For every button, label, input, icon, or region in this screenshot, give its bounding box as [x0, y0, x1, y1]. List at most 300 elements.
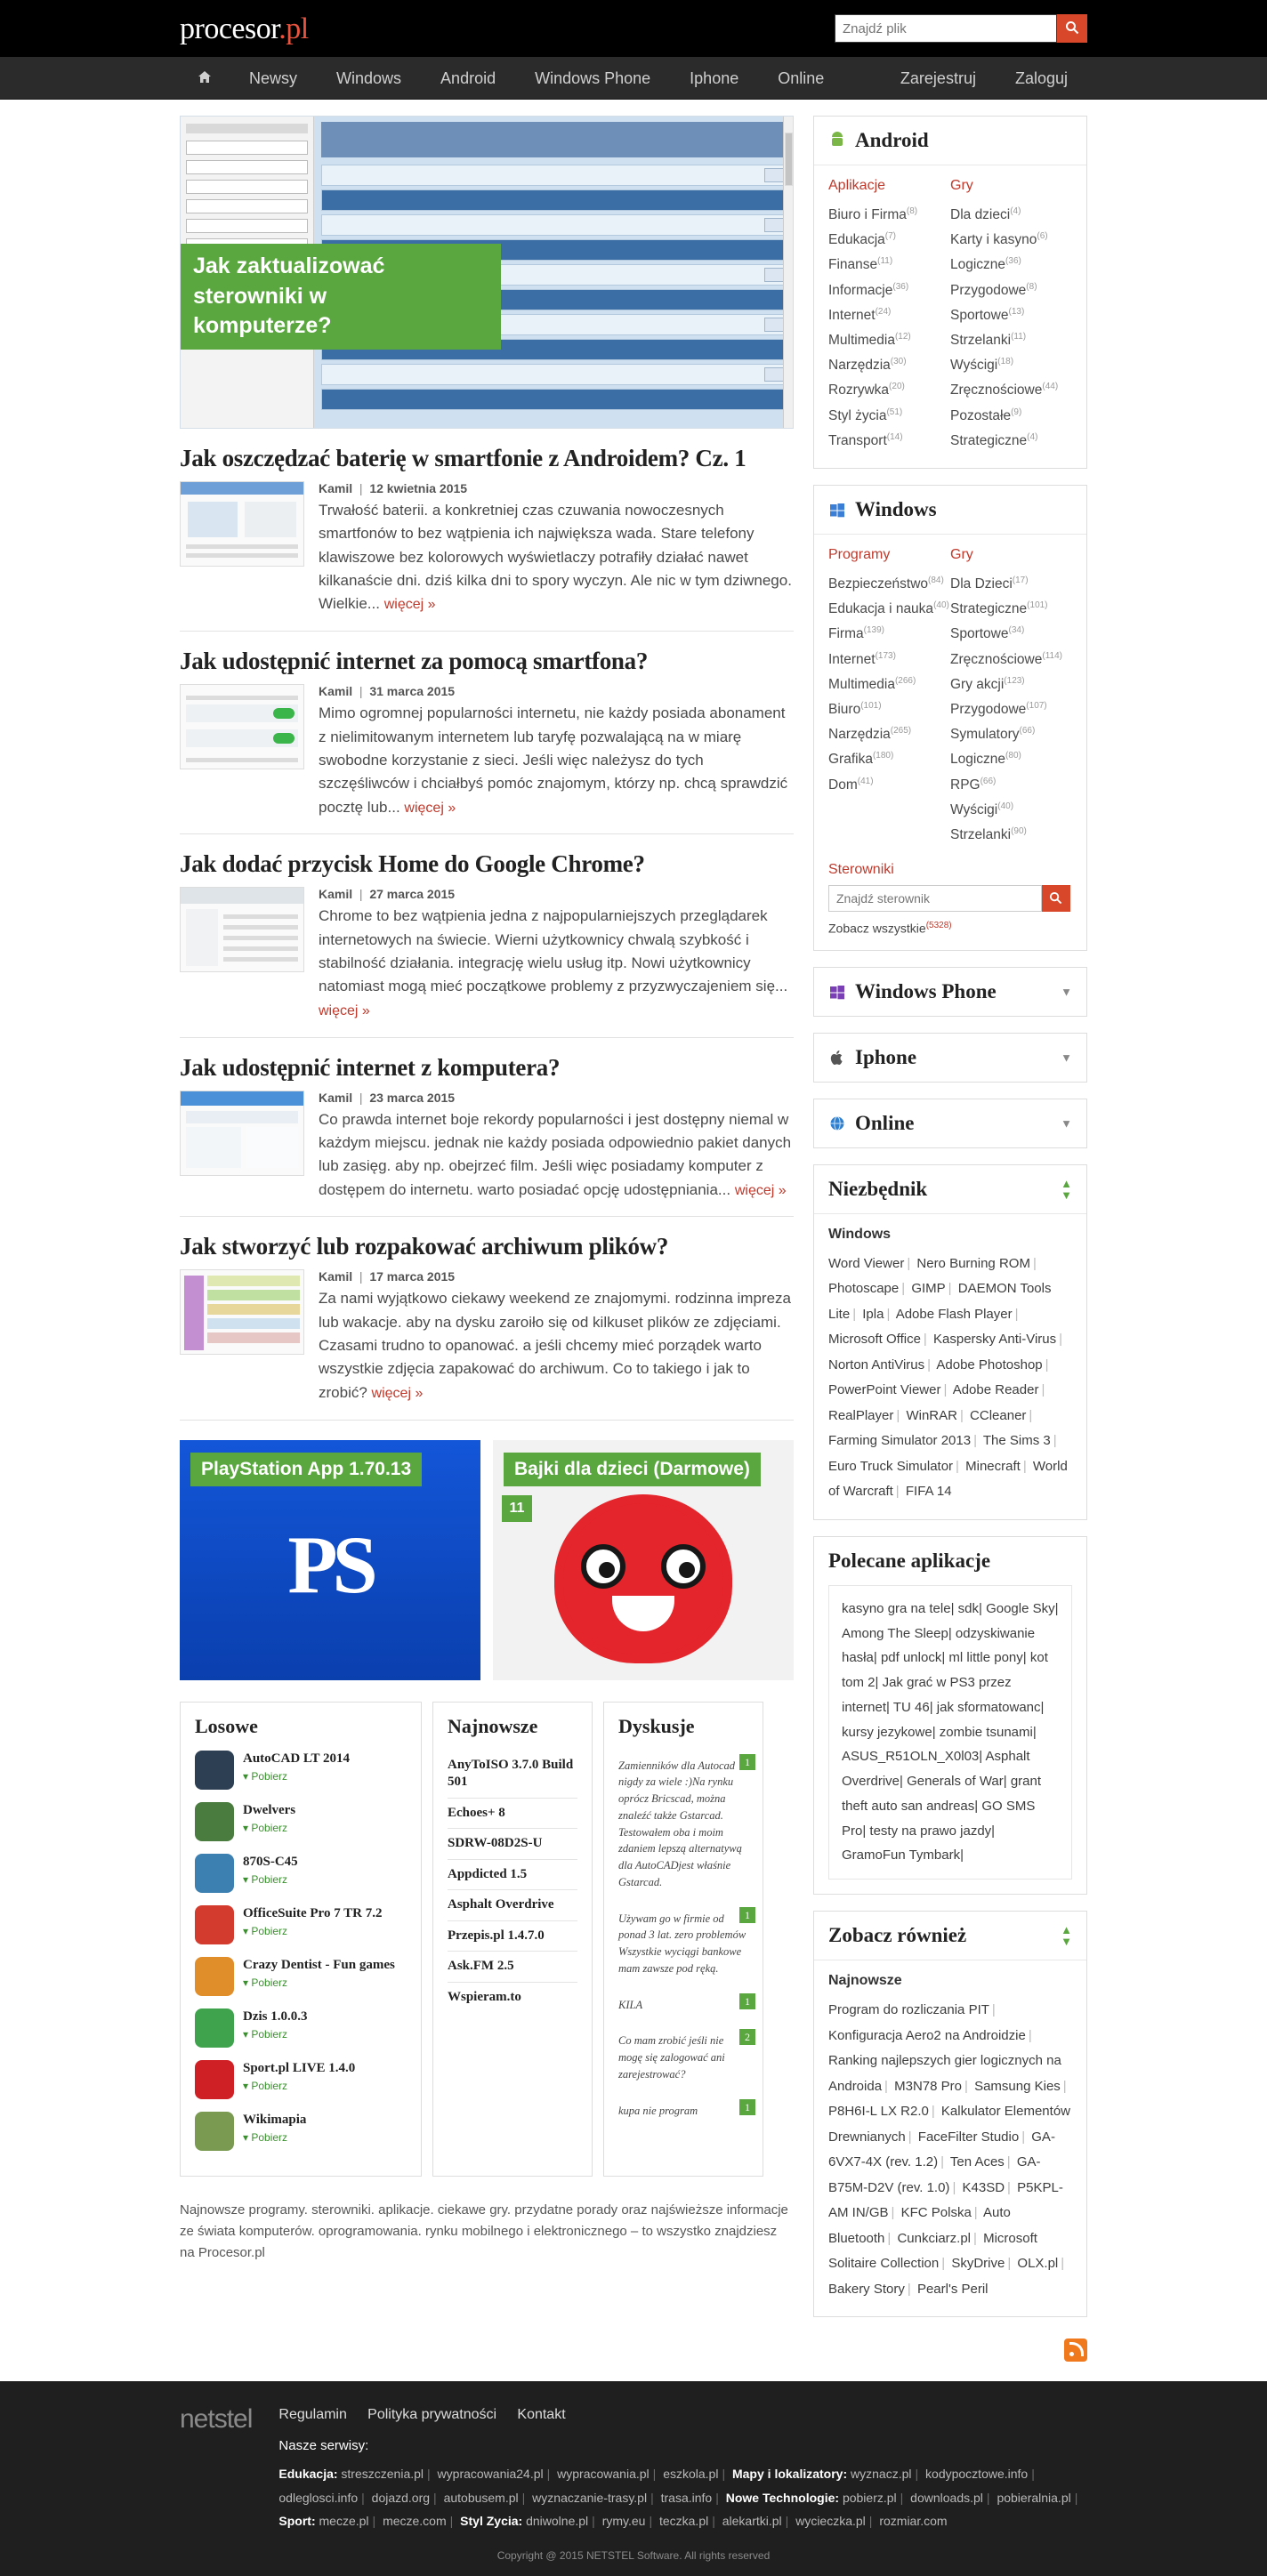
nav-login[interactable]: Zaloguj	[1014, 69, 1068, 87]
category-link[interactable]: Firma$^{(139)}$	[828, 625, 884, 642]
service-link[interactable]: mecze.com	[383, 2514, 447, 2529]
article-excerpt	[319, 499, 794, 616]
category-link[interactable]: Narzędzia$^{(265)}$	[828, 726, 912, 743]
link-item[interactable]: Norton AntiVirus	[828, 1356, 925, 1373]
download-link[interactable]: ▾ Pobierz	[243, 1976, 288, 1990]
category-link[interactable]: Dla dzieci$^{(4)}$	[950, 205, 1021, 222]
sidebar-box-polecane	[813, 1536, 1087, 1895]
article-title[interactable]: Jak dodać przycisk Home do Google Chrome?	[180, 850, 645, 878]
site-description: Najnowsze programy. sterowniki. aplikacje. ciekawe gry. przydatne porady oraz najświeższe informacje ze świata komputerów. oprogramowania. rynku mobilnego i elektronicznego – to wszystko znajdziesz na Procesor.pl	[180, 2202, 788, 2260]
list-item[interactable]: Ask.FM 2.5	[448, 1952, 577, 1983]
tag-item[interactable]: zombie tsunami	[939, 1724, 1033, 1740]
service-link[interactable]: mecze.pl	[319, 2514, 369, 2529]
windows-games-column	[950, 547, 1072, 848]
link-item[interactable]: Euro Truck Simulator	[828, 1458, 954, 1474]
service-link[interactable]: dniwolne.pl	[526, 2514, 589, 2529]
footer-service-group: Sport: mecze.pl | mecze.com | Styl Zycia: dniwolne.pl | rymy.eu | teczka.pl | alekartki.pl | wycieczka.pl | rozmiar.com	[278, 2514, 948, 2529]
monster-mascot-icon	[563, 1503, 723, 1654]
category-link[interactable]: Karty i kasyno$^{(6)}$	[950, 231, 1048, 248]
category-link[interactable]: Internet$^{(24)}$	[828, 306, 892, 323]
link-item[interactable]: CCleaner	[970, 1407, 1027, 1423]
hero-caption	[181, 244, 501, 350]
tag-item[interactable]: kursy jezykowe	[842, 1724, 932, 1740]
category-link[interactable]: Bezpieczeństwo$^{(84)}$	[828, 575, 944, 592]
category-link[interactable]: Symulatory$^{(66)}$	[950, 726, 1036, 743]
category-link[interactable]: Informacje$^{(36)}$	[828, 281, 909, 298]
category-link[interactable]: Dom$^{(41)}$	[828, 776, 874, 793]
tag-item[interactable]: sdk	[957, 1600, 979, 1616]
main-column	[180, 116, 794, 2333]
link-item[interactable]: Kaspersky Anti-Virus	[933, 1332, 1057, 1348]
footer-link-polityka[interactable]: Polityka prywatności	[367, 2407, 497, 2423]
list-item[interactable]	[195, 1854, 407, 1893]
discussion-text: Co mam zrobić jeśli nie mogę się zalogować ani zarejestrować?	[618, 2034, 725, 2081]
article-thumbnail[interactable]	[180, 1091, 304, 1176]
service-link[interactable]: autobusem.pl	[443, 2490, 519, 2505]
service-link[interactable]: alekartki.pl	[722, 2514, 782, 2529]
link-item[interactable]: GA-B75M-D2V (rev. 1.0)	[828, 2154, 1041, 2195]
footer-service-group: odleglosci.info | dojazd.org | autobusem.pl | wyznaczanie-trasy.pl | trasa.info | Nowe Technologie: pobierz.pl | downloads.pl | pobieralnia.pl |	[278, 2490, 1078, 2505]
article-excerpt-text: Chrome to bez wątpienia jedna z najpopularniejszych przeglądarek internetowych na świecie. Wierni użytkownicy chwalą szybkość i stabilność działania. integrację wielu usług itp. Nowi użytkownicy natomiast mogą mieć początkowe problemy z przyzwyczajeniem się...	[319, 907, 788, 995]
tag-item[interactable]: Jak grać w PS3 przez internet	[842, 1675, 1012, 1715]
category-link[interactable]: Internet$^{(173)}$	[828, 650, 896, 667]
article-author: Kamil	[319, 887, 353, 902]
tag-item[interactable]: GO SMS Pro	[842, 1798, 1036, 1839]
rss-row	[180, 2339, 1087, 2372]
tag-item[interactable]: Among The Sleep	[842, 1625, 948, 1641]
service-link[interactable]: eszkola.pl	[663, 2467, 719, 2482]
category-link[interactable]: Edukacja$^{(7)}$	[828, 231, 896, 248]
link-item[interactable]: RealPlayer	[828, 1407, 894, 1423]
article-thumbnail[interactable]	[180, 684, 304, 769]
column-title: Programy	[828, 547, 891, 563]
promo-playstation[interactable]	[180, 1440, 480, 1680]
article-excerpt	[319, 1108, 794, 1203]
link-item[interactable]: Microsoft Solitaire Collection	[828, 2230, 1037, 2272]
list-item[interactable]: Asphalt Overdrive	[448, 1890, 577, 1921]
tag-item[interactable]: pdf unlock	[880, 1650, 942, 1666]
chevron-down-icon[interactable]: ▼	[1061, 1116, 1072, 1131]
link-item[interactable]: Konfiguracja Aero2 na Androidzie	[828, 2027, 1026, 2043]
category-link[interactable]: Strzelanki$^{(90)}$	[950, 825, 1027, 843]
android-icon	[828, 132, 846, 149]
tag-item[interactable]: Generals of War	[907, 1774, 1004, 1790]
link-item[interactable]: FaceFilter Studio	[917, 2129, 1020, 2145]
service-link[interactable]: teczka.pl	[658, 2514, 709, 2529]
category-link[interactable]: Strategiczne$^{(4)}$	[950, 431, 1038, 448]
nav-item-iphone[interactable]: Iphone	[690, 69, 739, 87]
service-link[interactable]: pobierz.pl	[842, 2490, 897, 2505]
category-link[interactable]: Narzędzia$^{(30)}$	[828, 357, 907, 374]
nav-home[interactable]	[180, 57, 230, 100]
article-date: 27 marca 2015	[369, 887, 456, 902]
niezbednik-links: Word Viewer | Nero Burning ROM | Photoscape | GIMP | DAEMON Tools Lite | Ipla | Adobe Flash Player | Microsoft Office | Kaspersky Anti-Virus | Norton AntiVirus | Adobe Photoshop | PowerPoint Viewer | Adobe Reader | RealPlayer | WinRAR | CCleaner | Farming Simulator 2013 | The Sims 3 | Euro Truck Simulator | Minecraft | World of Warcraft | FIFA 14	[828, 1255, 1068, 1500]
discussion-text: Używam go w firmie od ponad 3 lat. zero problemów Wszystkie wyciągi bankowe mam zawsze pod ręką.	[618, 1912, 746, 1975]
driver-search-input[interactable]	[828, 885, 1042, 912]
category-link[interactable]: Wyścigi$^{(40)}$	[950, 801, 1014, 817]
tag-item[interactable]: Google Sky	[986, 1600, 1055, 1616]
logo-dot: .	[278, 12, 286, 45]
article-thumbnail[interactable]	[180, 887, 304, 972]
article-date: 31 marca 2015	[369, 684, 456, 699]
bottom-boxes	[180, 1698, 794, 2177]
article-item	[180, 1217, 794, 1420]
hero-banner[interactable]	[180, 116, 794, 429]
article-read-more[interactable]: więcej »	[371, 1385, 424, 1401]
footer-logo: netstel	[180, 2404, 253, 2435]
comment-count-badge: 1	[739, 1754, 755, 1770]
link-item[interactable]: Nero Burning ROM	[916, 1255, 1030, 1271]
footer-nav	[278, 2404, 1087, 2424]
link-item[interactable]: Minecraft	[965, 1458, 1021, 1474]
service-link[interactable]: wypracowania.pl	[557, 2467, 650, 2482]
discussion-item[interactable]	[618, 1990, 748, 2026]
article-title[interactable]: Jak stworzyć lub rozpakować archiwum plików?	[180, 1233, 669, 1260]
discussion-item[interactable]	[618, 2096, 748, 2132]
service-link[interactable]: rozmiar.com	[879, 2514, 948, 2529]
tag-item[interactable]: Asphalt Overdrive	[842, 1749, 1030, 1790]
article-meta: Kamil | 23 marca 2015	[319, 1090, 456, 1105]
category-link[interactable]: Sportowe$^{(34)}$	[950, 625, 1025, 642]
category-link[interactable]: Rozrywka$^{(20)}$	[828, 382, 905, 398]
app-icon	[195, 2060, 234, 2099]
group-label: Edukacja:	[278, 2467, 338, 2482]
promo-bajki[interactable]	[493, 1440, 794, 1680]
link-item[interactable]: Cunkciarz.pl	[897, 2230, 971, 2246]
service-link[interactable]: streszczenia.pl	[341, 2467, 424, 2482]
site-search	[835, 14, 1087, 43]
article-meta: Kamil | 27 marca 2015	[319, 887, 456, 902]
polecane-tags: kasyno gra na tele| sdk| Google Sky| Among The Sleep| odzyskiwanie hasła| pdf unlock| ml little pony| kot tom 2| Jak grać w PS3 przez internet| TU 46| jak sformatowanc| kursy jezykowe| zombie tsunami| ASUS_R51OLN_X0l03| Asphalt Overdrive| Generals of War| grant theft auto san andreas| GO SMS Pro| testy na prawo jazdy| GramoFun Tymbark|	[828, 1585, 1072, 1880]
link-item[interactable]: Samsung Kies	[974, 2078, 1061, 2094]
category-link[interactable]: Transport$^{(14)}$	[828, 431, 903, 448]
download-link[interactable]: ▾ Pobierz	[243, 1873, 288, 1887]
category-link[interactable]: Pozostałe$^{(9)}$	[950, 407, 1022, 423]
search-icon	[1049, 891, 1062, 905]
link-item[interactable]: Bakery Story	[828, 2281, 905, 2297]
article-date: 12 kwietnia 2015	[369, 481, 468, 495]
sidebar-box-niezbednik	[813, 1164, 1087, 1520]
list-item[interactable]	[195, 1751, 407, 1790]
download-link[interactable]: ▾ Pobierz	[243, 2131, 288, 2145]
link-item[interactable]: Photoscape	[828, 1281, 900, 1297]
service-link[interactable]: wypracowania24.pl	[437, 2467, 544, 2482]
chevron-down-icon[interactable]: ▼	[1061, 985, 1072, 999]
search-icon	[1065, 20, 1079, 35]
app-name: Wikimapia	[243, 2112, 307, 2127]
article-date: 17 marca 2015	[369, 1269, 456, 1284]
box-dyskusje	[603, 1702, 763, 2177]
logo-main: procesor	[180, 12, 279, 45]
article-author: Kamil	[319, 1090, 353, 1105]
tag-item[interactable]: TU 46	[892, 1699, 930, 1715]
sidebar-box-title: Windows	[855, 498, 937, 521]
footer-link-regulamin[interactable]: Regulamin	[278, 2407, 347, 2423]
article-read-more[interactable]: więcej »	[383, 597, 436, 613]
link-item[interactable]: KFC Polska	[900, 2205, 972, 2221]
category-link[interactable]: Finanse$^{(11)}$	[828, 256, 893, 273]
sidebar-box-title: Niezbędnik	[828, 1177, 928, 1200]
link-item[interactable]: PowerPoint Viewer	[828, 1382, 941, 1398]
box-losowe	[180, 1702, 422, 2177]
article-author: Kamil	[319, 684, 353, 699]
discussion-text: Zamienników dla Autocad nigdy za wiele :)Na rynku oprócz Bricscad, można znaleźć także Gstarcad. Testowałem oba i moim zdaniem lepszą alternatywą dla AutoCADjest właśnie Gstarcad.	[618, 1759, 742, 1888]
app-icon	[195, 1751, 234, 1790]
tag-item[interactable]: ml little pony	[948, 1650, 1023, 1666]
article-thumbnail[interactable]	[180, 1269, 304, 1355]
list-item[interactable]: SDRW-08D2S-U	[448, 1829, 577, 1860]
sidebar-box-windows-phone[interactable]	[813, 967, 1087, 1017]
footer-service-group: Edukacja: streszczenia.pl | wypracowania24.pl | wypracowania.pl | eszkola.pl | Mapy i lokalizatory: wyznacz.pl | kodypocztowe.info |	[278, 2467, 1035, 2482]
sidebar-box-title: Iphone	[855, 1045, 917, 1068]
list-item[interactable]: Przepis.pl 1.4.7.0	[448, 1921, 577, 1952]
article-excerpt-text: Za nami wyjątkowo ciekawy weekend ze znajomymi. rodzinna impreza lub wakacje. aby na dysku zaroiło się od kilkuset plików ze zdjęciami. Czasami trudno to opanować. a jeśli chcemy mieć porządek warto wszystkie zdjęcia zapakować do archiwum. Co to takiego i jak to zrobić?	[319, 1290, 791, 1401]
link-item[interactable]: Word Viewer	[828, 1255, 905, 1271]
tag-item[interactable]: testy na prawo jazdy	[869, 1823, 992, 1839]
service-link[interactable]: rymy.eu	[601, 2514, 646, 2529]
article-item	[180, 632, 794, 834]
tag-item[interactable]: GramoFun Tymbark	[842, 1847, 961, 1864]
category-link[interactable]: Sportowe$^{(13)}$	[950, 306, 1025, 323]
list-item[interactable]	[195, 1957, 407, 1996]
column-title: Aplikacje	[828, 178, 886, 193]
hero-caption-line2: komputerze?	[193, 313, 332, 339]
article-read-more[interactable]: więcej »	[319, 1002, 370, 1018]
link-item[interactable]: GA-6VX7-4X (rev. 1.2)	[828, 2129, 1055, 2170]
service-link[interactable]: dojazd.org	[371, 2490, 431, 2505]
link-item[interactable]: Adobe Flash Player	[895, 1306, 1013, 1322]
link-item[interactable]: WinRAR	[906, 1407, 957, 1423]
sidebar-box-zobacz-rowniez	[813, 1911, 1087, 2317]
hero-scrollbar[interactable]	[783, 117, 793, 428]
category-link[interactable]: Grafika$^{(180)}$	[828, 751, 894, 768]
hero-caption-line1: Jak zaktualizować sterowniki w	[193, 253, 385, 309]
service-link[interactable]: wyznaczanie-trasy.pl	[532, 2490, 648, 2505]
tag-item[interactable]: kasyno gra na tele	[842, 1600, 951, 1616]
article-meta: Kamil | 17 marca 2015	[319, 1269, 456, 1284]
discussion-item[interactable]	[618, 1751, 748, 1904]
service-link[interactable]: wyznacz.pl	[851, 2467, 912, 2482]
download-link[interactable]: ▾ Pobierz	[243, 2028, 288, 2041]
article-item	[180, 1038, 794, 1218]
category-link[interactable]: Biuro i Firma$^{(8)}$	[828, 205, 918, 222]
article-excerpt	[319, 905, 794, 1022]
chevron-down-icon[interactable]: ▼	[1061, 1051, 1072, 1065]
app-icon	[195, 1957, 234, 1996]
link-item[interactable]: DAEMON Tools Lite	[828, 1281, 1052, 1322]
article-read-more[interactable]: więcej »	[734, 1182, 787, 1198]
list-item[interactable]	[195, 1905, 407, 1944]
link-item[interactable]: Kalkulator Elementów Drewnianych	[828, 2104, 1070, 2145]
sidebar-box-windows	[813, 485, 1087, 951]
comment-count-badge: 1	[739, 1907, 755, 1923]
list-item[interactable]	[195, 1802, 407, 1841]
service-link[interactable]: downloads.pl	[910, 2490, 983, 2505]
list-item[interactable]: Wspieram.to	[448, 1989, 521, 2004]
tag-item[interactable]: kot tom 2	[842, 1650, 1048, 1691]
sidebar-box-title: Zobacz również	[828, 1924, 967, 1947]
category-link[interactable]: Zręcznościowe$^{(114)}$	[950, 650, 1062, 667]
app-icon	[195, 2008, 234, 2048]
sidebar-box-title: Android	[855, 129, 929, 151]
sort-arrows-icon[interactable]: ▲ ▼	[1061, 1923, 1072, 1949]
app-icon	[195, 1854, 234, 1893]
link-item[interactable]: M3N78 Pro	[894, 2078, 962, 2094]
nav-item-windows[interactable]: Windows	[336, 69, 402, 87]
list-item[interactable]: Echoes+ 8	[448, 1799, 577, 1830]
search-button[interactable]	[1057, 14, 1087, 43]
link-item[interactable]: P8H6I-L LX R2.0	[828, 2104, 929, 2120]
sort-arrows-icon[interactable]: ▲ ▼	[1061, 1176, 1072, 1202]
service-link[interactable]: odleglosci.info	[278, 2490, 359, 2505]
article-read-more[interactable]: więcej »	[404, 800, 456, 816]
logo-tld: pl	[286, 12, 309, 45]
service-link[interactable]: pobieralnia.pl	[997, 2490, 1071, 2505]
nav-item-android[interactable]: Android	[440, 69, 496, 87]
tag-item[interactable]: jak sformatowanc	[936, 1699, 1041, 1715]
article-title[interactable]: Jak oszczędzać baterię w smartfonie z Androidem? Cz. 1	[180, 445, 746, 471]
nav-item-newsy[interactable]: Newsy	[249, 69, 298, 87]
link-item[interactable]: OLX.pl	[1017, 2256, 1059, 2272]
category-link[interactable]: Wyścigi$^{(18)}$	[950, 357, 1014, 374]
tag-item[interactable]: grant theft auto san andreas	[842, 1774, 1042, 1814]
nav-item-windows-phone[interactable]: Windows Phone	[535, 69, 651, 87]
link-item[interactable]: SkyDrive	[951, 2256, 1005, 2272]
playstation-logo-icon: PS	[287, 1518, 373, 1610]
link-item[interactable]: P5KPL-AM IN/GB	[828, 2179, 1063, 2221]
download-link[interactable]: ▾ Pobierz	[243, 1925, 288, 1938]
category-link[interactable]: Zręcznościowe$^{(44)}$	[950, 382, 1059, 398]
link-item[interactable]: Ranking najlepszych gier logicznych na Androida	[828, 2053, 1061, 2094]
service-link[interactable]: kodypocztowe.info	[925, 2467, 1029, 2482]
category-link[interactable]: Przygodowe$^{(107)}$	[950, 700, 1047, 718]
link-item[interactable]: K43SD	[962, 2179, 1005, 2195]
group-label: Nowe Technologie:	[725, 2490, 840, 2505]
footer-services-label: Nasze serwisy:	[278, 2438, 369, 2454]
site-logo[interactable]	[180, 12, 309, 46]
discussion-item[interactable]	[618, 1904, 748, 1990]
category-link[interactable]: Logiczne$^{(36)}$	[950, 256, 1021, 273]
home-icon	[198, 70, 212, 84]
zobacz-subtitle: Najnowsze	[828, 1973, 902, 1989]
category-link[interactable]: Gry akcji$^{(123)}$	[950, 675, 1025, 692]
category-link[interactable]: Styl życia$^{(51)}$	[828, 407, 903, 423]
article-title[interactable]: Jak udostępnić internet z komputera?	[180, 1053, 561, 1081]
article-excerpt	[319, 1287, 794, 1405]
article-meta: Kamil | 12 kwietnia 2015	[319, 481, 468, 495]
sidebar-box-title: Online	[855, 1111, 915, 1134]
category-link[interactable]: Logiczne$^{(80)}$	[950, 751, 1021, 768]
tag-item[interactable]: ASUS_R51OLN_X0l03	[842, 1749, 980, 1765]
rss-icon[interactable]	[1064, 2339, 1087, 2362]
link-item[interactable]: Ten Aces	[949, 2154, 1005, 2170]
promo-label: Bajki dla dzieci (Darmowe)	[504, 1453, 761, 1486]
box-najnowsze	[432, 1702, 593, 2177]
sidebar-box-iphone[interactable]	[813, 1033, 1087, 1083]
main-nav	[0, 57, 1267, 100]
app-name: OfficeSuite Pro 7 TR 7.2	[243, 1905, 383, 1920]
zobacz-links: Program do rozliczania PIT | Konfiguracja Aero2 na Androidzie | Ranking najlepszych gier logicznych na Androida | M3N78 Pro | Samsung Kies | P8H6I-L LX R2.0 | Kalkulator Elementów Drewnianych | FaceFilter Studio | GA-6VX7-4X (rev. 1.2) | Ten Aces | GA-B75M-D2V (rev. 1.0) | K43SD | P5KPL-AM IN/GB | KFC Polska | Auto Bluetooth | Cunkciarz.pl | Microsoft Solitaire Collection | SkyDrive | OLX.pl | Bakery Story | Pearl's Peril	[828, 2002, 1070, 2297]
link-item[interactable]: Auto Bluetooth	[828, 2205, 1011, 2246]
link-item[interactable]: World of Warcraft	[828, 1458, 1068, 1500]
list-item[interactable]	[195, 2008, 407, 2048]
link-item[interactable]: Microsoft Office	[828, 1332, 921, 1348]
download-link[interactable]: ▾ Pobierz	[243, 1770, 288, 1783]
article-meta: Kamil | 31 marca 2015	[319, 684, 456, 699]
category-link[interactable]: RPG$^{(66)}$	[950, 776, 997, 793]
discussion-text: KILA	[618, 1998, 643, 2011]
article-author: Kamil	[319, 1269, 353, 1284]
link-item[interactable]: Adobe Reader	[952, 1382, 1039, 1398]
niezbednik-subtitle: Windows	[828, 1226, 892, 1242]
category-link[interactable]: Multimedia$^{(266)}$	[828, 675, 916, 692]
link-item[interactable]: Farming Simulator 2013	[828, 1433, 972, 1449]
driver-search	[828, 885, 1072, 912]
category-link[interactable]: Biuro$^{(101)}$	[828, 700, 882, 718]
app-name: Dwelvers	[243, 1802, 296, 1817]
category-link[interactable]: Przygodowe$^{(8)}$	[950, 281, 1037, 298]
discussion-text: kupa nie program	[618, 2104, 698, 2117]
link-item[interactable]: Ipla	[862, 1306, 884, 1322]
nav-register[interactable]: Zarejestruj	[900, 69, 976, 87]
drivers-see-all[interactable]: Zobacz wszystkie$^{(5328)}$	[828, 921, 952, 936]
list-item[interactable]	[195, 2060, 407, 2099]
box-title: Dyskusje	[618, 1714, 695, 1737]
sidebar-box-online[interactable]	[813, 1099, 1087, 1148]
footer-link-kontakt[interactable]: Kontakt	[517, 2407, 566, 2423]
category-link[interactable]: Strzelanki$^{(11)}$	[950, 331, 1027, 349]
app-name: 870S-C45	[243, 1854, 298, 1869]
service-link[interactable]: trasa.info	[660, 2490, 713, 2505]
link-item[interactable]: Pearl's Peril	[916, 2281, 989, 2297]
footer-services	[278, 2462, 1087, 2533]
service-link[interactable]: wycieczka.pl	[795, 2514, 866, 2529]
article-thumbnail[interactable]	[180, 481, 304, 567]
app-name: Crazy Dentist - Fun games	[243, 1957, 395, 1972]
promo-label: PlayStation App 1.70.13	[190, 1453, 422, 1486]
link-item[interactable]: The Sims 3	[982, 1433, 1051, 1449]
article-date: 23 marca 2015	[369, 1090, 456, 1105]
group-label: Sport:	[278, 2514, 316, 2529]
download-link[interactable]: ▾ Pobierz	[243, 1822, 288, 1835]
category-link[interactable]: Strategiczne$^{(101)}$	[950, 600, 1048, 617]
link-item[interactable]: GIMP	[911, 1281, 946, 1297]
category-link[interactable]: Dla Dzieci$^{(17)}$	[950, 575, 1029, 592]
link-item[interactable]: Adobe Photoshop	[936, 1356, 1043, 1373]
tag-item[interactable]: odzyskiwanie hasła	[842, 1625, 1036, 1666]
list-item[interactable]: AnyToISO 3.7.0 Build 501	[448, 1751, 577, 1799]
download-link[interactable]: ▾ Pobierz	[243, 2080, 288, 2093]
driver-search-button[interactable]	[1042, 885, 1070, 912]
box-title: Najnowsze	[448, 1714, 538, 1737]
comment-count-badge: 2	[739, 2029, 755, 2045]
copyright: Copyright @ 2015 NETSTEL Software. All rights reserved	[496, 2548, 771, 2562]
list-item[interactable]	[195, 2112, 407, 2151]
list-item[interactable]: Appdicted 1.5	[448, 1860, 577, 1891]
category-link[interactable]: Edukacja i nauka$^{(40)}$	[828, 600, 949, 617]
app-icon	[195, 1905, 234, 1944]
link-item[interactable]: Program do rozliczania PIT	[828, 2002, 989, 2018]
search-input[interactable]	[835, 14, 1057, 43]
category-link[interactable]: Multimedia$^{(12)}$	[828, 331, 911, 349]
article-title[interactable]: Jak udostępnić internet za pomocą smartfona?	[180, 648, 649, 675]
discussion-item[interactable]	[618, 2025, 748, 2095]
group-label: Mapy i lokalizatory:	[731, 2467, 848, 2482]
link-item[interactable]: FIFA 14	[905, 1484, 952, 1500]
comment-count-badge: 1	[739, 2099, 755, 2115]
nav-item-online[interactable]: Online	[778, 69, 825, 87]
windows-icon	[828, 501, 846, 519]
